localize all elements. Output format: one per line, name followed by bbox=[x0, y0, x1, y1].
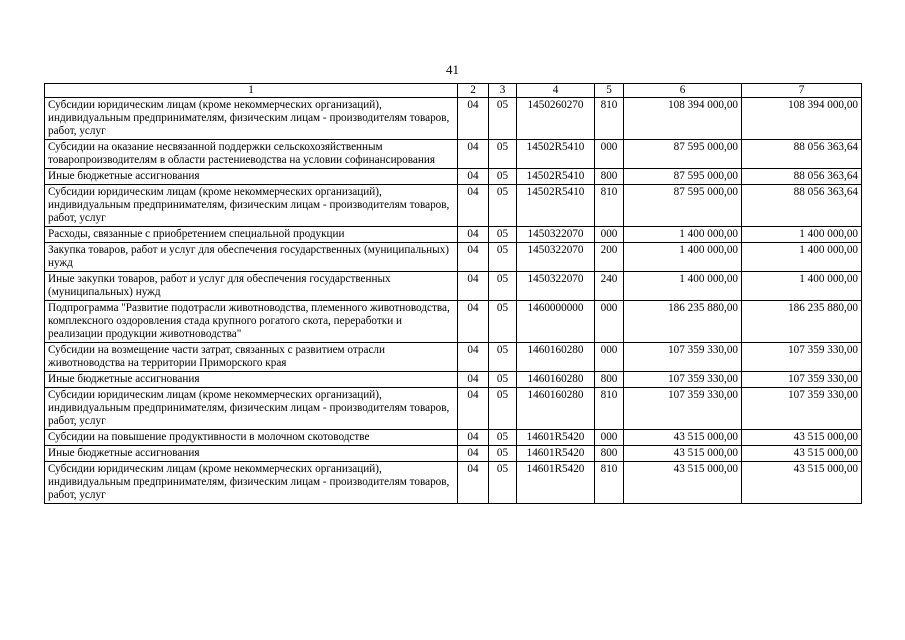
expense-type-cell: 810 bbox=[595, 388, 624, 430]
amount-year1-cell: 43 515 000,00 bbox=[624, 462, 742, 504]
table-row bbox=[45, 462, 862, 504]
table-row bbox=[45, 388, 862, 430]
amount-year2-cell: 108 394 000,00 bbox=[742, 98, 862, 140]
amount-year1-cell: 107 359 330,00 bbox=[624, 388, 742, 430]
target-article-cell: 1450322070 bbox=[517, 272, 595, 301]
section-code-cell: 04 bbox=[458, 343, 489, 372]
amount-year1-cell: 1 400 000,00 bbox=[624, 227, 742, 243]
subsection-code-cell: 05 bbox=[489, 388, 517, 430]
section-code-cell: 04 bbox=[458, 243, 489, 272]
section-code-cell: 04 bbox=[458, 227, 489, 243]
column-header-1: 1 bbox=[45, 84, 458, 98]
amount-year1-cell: 107 359 330,00 bbox=[624, 372, 742, 388]
subsection-code-cell: 05 bbox=[489, 343, 517, 372]
subsection-code-cell: 05 bbox=[489, 272, 517, 301]
table-row bbox=[45, 169, 862, 185]
subsection-code-cell: 05 bbox=[489, 301, 517, 343]
amount-year1-cell: 87 595 000,00 bbox=[624, 140, 742, 169]
table-row bbox=[45, 446, 862, 462]
expense-type-cell: 800 bbox=[595, 169, 624, 185]
target-article-cell: 14601R5420 bbox=[517, 446, 595, 462]
target-article-cell: 14601R5420 bbox=[517, 462, 595, 504]
row-name-cell: Иные бюджетные ассигнования bbox=[45, 446, 458, 462]
table-row bbox=[45, 430, 862, 446]
subsection-code-cell: 05 bbox=[489, 98, 517, 140]
expense-type-cell: 800 bbox=[595, 446, 624, 462]
amount-year2-cell: 107 359 330,00 bbox=[742, 388, 862, 430]
column-header-7: 7 bbox=[742, 84, 862, 98]
subsection-code-cell: 05 bbox=[489, 185, 517, 227]
section-code-cell: 04 bbox=[458, 98, 489, 140]
amount-year2-cell: 1 400 000,00 bbox=[742, 272, 862, 301]
expense-type-cell: 000 bbox=[595, 430, 624, 446]
expense-type-cell: 810 bbox=[595, 98, 624, 140]
amount-year2-cell: 88 056 363,64 bbox=[742, 140, 862, 169]
section-code-cell: 04 bbox=[458, 446, 489, 462]
table-row bbox=[45, 140, 862, 169]
amount-year1-cell: 87 595 000,00 bbox=[624, 185, 742, 227]
amount-year2-cell: 1 400 000,00 bbox=[742, 243, 862, 272]
subsection-code-cell: 05 bbox=[489, 430, 517, 446]
amount-year1-cell: 43 515 000,00 bbox=[624, 430, 742, 446]
expense-type-cell: 000 bbox=[595, 140, 624, 169]
subsection-code-cell: 05 bbox=[489, 446, 517, 462]
row-name-cell: Подпрограмма "Развитие подотрасли животноводства, племенного животноводства, комплексного оздоровления стада крупного рогатого скота, переработки и реализации продукции животноводства" bbox=[45, 301, 458, 343]
row-name-cell: Субсидии на повышение продуктивности в молочном скотоводстве bbox=[45, 430, 458, 446]
target-article-cell: 1460000000 bbox=[517, 301, 595, 343]
expense-type-cell: 810 bbox=[595, 185, 624, 227]
amount-year2-cell: 1 400 000,00 bbox=[742, 227, 862, 243]
subsection-code-cell: 05 bbox=[489, 462, 517, 504]
row-name-cell: Иные закупки товаров, работ и услуг для обеспечения государственных (муниципальных) нужд bbox=[45, 272, 458, 301]
expense-type-cell: 810 bbox=[595, 462, 624, 504]
amount-year1-cell: 1 400 000,00 bbox=[624, 243, 742, 272]
subsection-code-cell: 05 bbox=[489, 227, 517, 243]
amount-year2-cell: 43 515 000,00 bbox=[742, 462, 862, 504]
subsection-code-cell: 05 bbox=[489, 169, 517, 185]
subsection-code-cell: 05 bbox=[489, 243, 517, 272]
table-row bbox=[45, 227, 862, 243]
amount-year1-cell: 43 515 000,00 bbox=[624, 446, 742, 462]
expense-type-cell: 000 bbox=[595, 301, 624, 343]
table-row bbox=[45, 301, 862, 343]
target-article-cell: 1450322070 bbox=[517, 243, 595, 272]
amount-year1-cell: 186 235 880,00 bbox=[624, 301, 742, 343]
amount-year1-cell: 108 394 000,00 bbox=[624, 98, 742, 140]
amount-year2-cell: 186 235 880,00 bbox=[742, 301, 862, 343]
subsection-code-cell: 05 bbox=[489, 140, 517, 169]
row-name-cell: Иные бюджетные ассигнования bbox=[45, 169, 458, 185]
table-row bbox=[45, 243, 862, 272]
amount-year2-cell: 43 515 000,00 bbox=[742, 446, 862, 462]
amount-year2-cell: 88 056 363,64 bbox=[742, 169, 862, 185]
column-header-2: 2 bbox=[458, 84, 489, 98]
section-code-cell: 04 bbox=[458, 301, 489, 343]
table-body bbox=[45, 98, 862, 504]
target-article-cell: 1460160280 bbox=[517, 372, 595, 388]
table-row bbox=[45, 272, 862, 301]
expense-type-cell: 800 bbox=[595, 372, 624, 388]
row-name-cell: Субсидии на возмещение части затрат, связанных с развитием отрасли животноводства на территории Приморского края bbox=[45, 343, 458, 372]
row-name-cell: Расходы, связанные с приобретением специальной продукции bbox=[45, 227, 458, 243]
column-header-4: 4 bbox=[517, 84, 595, 98]
section-code-cell: 04 bbox=[458, 462, 489, 504]
section-code-cell: 04 bbox=[458, 388, 489, 430]
subsection-code-cell: 05 bbox=[489, 372, 517, 388]
page-number: 41 bbox=[446, 62, 459, 77]
row-name-cell: Субсидии юридическим лицам (кроме некоммерческих организаций), индивидуальным предпринимателям, физическим лицам - производителям товаров, работ, услуг bbox=[45, 462, 458, 504]
column-header-3: 3 bbox=[489, 84, 517, 98]
section-code-cell: 04 bbox=[458, 169, 489, 185]
table-row bbox=[45, 343, 862, 372]
expense-type-cell: 200 bbox=[595, 243, 624, 272]
target-article-cell: 1460160280 bbox=[517, 388, 595, 430]
amount-year2-cell: 107 359 330,00 bbox=[742, 372, 862, 388]
target-article-cell: 14601R5420 bbox=[517, 430, 595, 446]
section-code-cell: 04 bbox=[458, 185, 489, 227]
table-row bbox=[45, 372, 862, 388]
target-article-cell: 14502R5410 bbox=[517, 169, 595, 185]
column-header-6: 6 bbox=[624, 84, 742, 98]
amount-year2-cell: 107 359 330,00 bbox=[742, 343, 862, 372]
amount-year1-cell: 107 359 330,00 bbox=[624, 343, 742, 372]
expense-type-cell: 000 bbox=[595, 227, 624, 243]
section-code-cell: 04 bbox=[458, 430, 489, 446]
expense-type-cell: 240 bbox=[595, 272, 624, 301]
target-article-cell: 14502R5410 bbox=[517, 140, 595, 169]
row-name-cell: Иные бюджетные ассигнования bbox=[45, 372, 458, 388]
section-code-cell: 04 bbox=[458, 140, 489, 169]
amount-year1-cell: 87 595 000,00 bbox=[624, 169, 742, 185]
target-article-cell: 1460160280 bbox=[517, 343, 595, 372]
target-article-cell: 1450322070 bbox=[517, 227, 595, 243]
row-name-cell: Субсидии юридическим лицам (кроме некоммерческих организаций), индивидуальным предпринимателям, физическим лицам - производителям товаров, работ, услуг bbox=[45, 185, 458, 227]
section-code-cell: 04 bbox=[458, 272, 489, 301]
target-article-cell: 1450260270 bbox=[517, 98, 595, 140]
amount-year2-cell: 43 515 000,00 bbox=[742, 430, 862, 446]
row-name-cell: Субсидии юридическим лицам (кроме некоммерческих организаций), индивидуальным предпринимателям, физическим лицам - производителям товаров, работ, услуг bbox=[45, 98, 458, 140]
amount-year2-cell: 88 056 363,64 bbox=[742, 185, 862, 227]
target-article-cell: 14502R5410 bbox=[517, 185, 595, 227]
row-name-cell: Закупка товаров, работ и услуг для обеспечения государственных (муниципальных) нужд bbox=[45, 243, 458, 272]
column-header-5: 5 bbox=[595, 84, 624, 98]
table-row bbox=[45, 98, 862, 140]
amount-year1-cell: 1 400 000,00 bbox=[624, 272, 742, 301]
table-header-row bbox=[45, 84, 862, 98]
row-name-cell: Субсидии на оказание несвязанной поддержки сельскохозяйственным товаропроизводителям в области растениеводства на условии софинансирования bbox=[45, 140, 458, 169]
table-row bbox=[45, 185, 862, 227]
budget-table bbox=[44, 83, 862, 504]
section-code-cell: 04 bbox=[458, 372, 489, 388]
row-name-cell: Субсидии юридическим лицам (кроме некоммерческих организаций), индивидуальным предпринимателям, физическим лицам - производителям товаров, работ, услуг bbox=[45, 388, 458, 430]
expense-type-cell: 000 bbox=[595, 343, 624, 372]
